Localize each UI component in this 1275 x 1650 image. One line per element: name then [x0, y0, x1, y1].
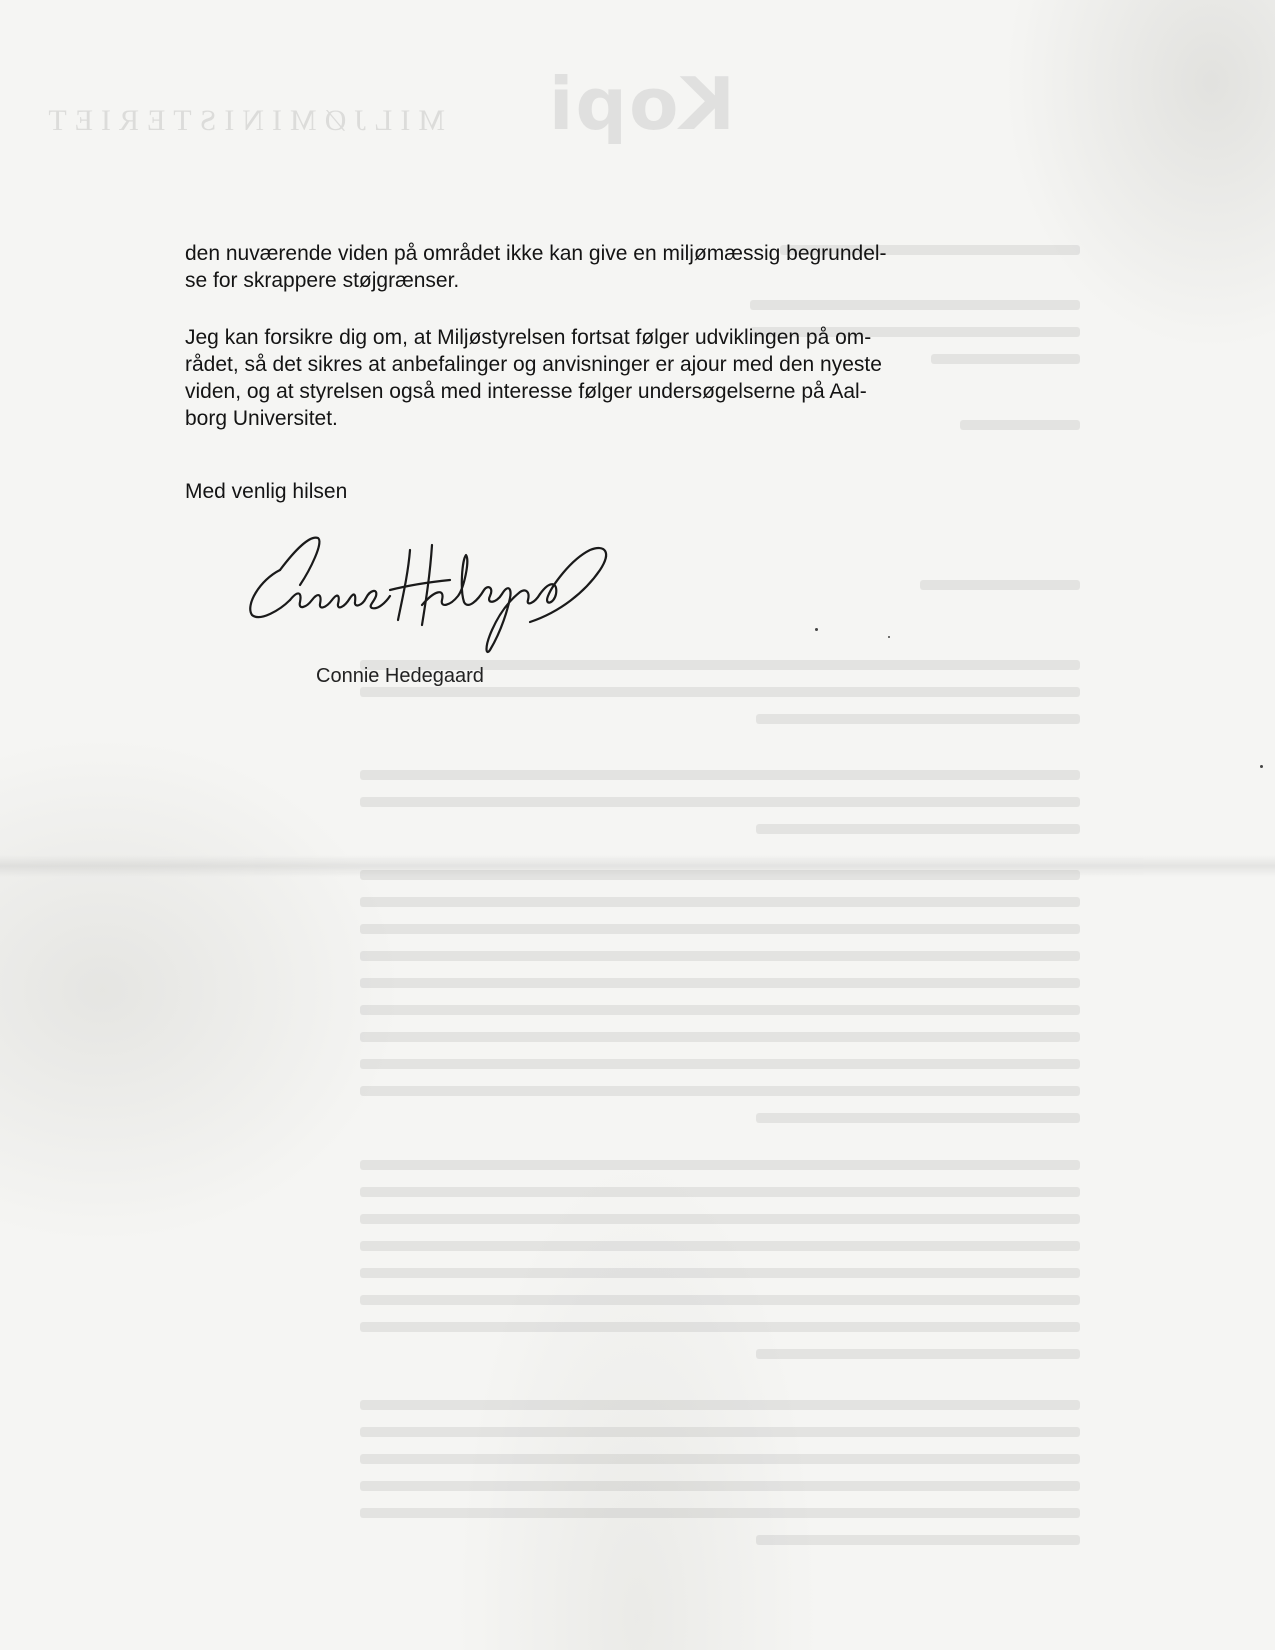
bleed-text-line [360, 1427, 1080, 1437]
paragraph-2-line: borg Universitet. [185, 407, 338, 430]
bleed-text-line [360, 951, 1080, 961]
bleed-text-line [360, 687, 1080, 697]
paragraph-1-line: den nuværende viden på området ikke kan give en miljømæssig begrundel- [185, 242, 887, 265]
scan-speck [815, 628, 818, 631]
bleed-text-line [360, 1454, 1080, 1464]
paragraph-1-line: se for skrappere støjgrænser. [185, 269, 460, 292]
paragraph-2 [185, 324, 945, 432]
bleed-text-line [360, 1268, 1080, 1278]
bleed-text-line [932, 354, 1081, 364]
bleed-stamp: Kopi [546, 62, 735, 146]
bleed-text-line [360, 1187, 1080, 1197]
paragraph-2-line: Jeg kan forsikre dig om, at Miljøstyrelsen fortsat følger udviklingen på om- [185, 326, 872, 349]
bleed-text-line [360, 1481, 1080, 1491]
bleed-text-line [360, 770, 1080, 780]
bleed-text-line [756, 824, 1080, 834]
scan-speck [888, 636, 890, 638]
bleed-text-line [360, 870, 1080, 880]
bleed-text-line [360, 897, 1080, 907]
bleed-text-line [360, 1160, 1080, 1170]
bleed-text-line [360, 1508, 1080, 1518]
bleed-text-line [360, 1005, 1080, 1015]
bleed-text-line [360, 797, 1080, 807]
bleed-letterhead: MILJØMINISTERIET [40, 104, 445, 137]
bleed-text-line [360, 1400, 1080, 1410]
bleed-text-line [360, 1086, 1080, 1096]
bleed-text-line [360, 1241, 1080, 1251]
bleed-text-line [360, 1322, 1080, 1332]
bleed-text-line [360, 1214, 1080, 1224]
bleed-text-line [920, 580, 1080, 590]
paragraph-2-line: viden, og at styrelsen også med interesse følger undersøgelserne på Aal- [185, 380, 867, 403]
paragraph-1 [185, 240, 945, 294]
bleed-text-line [960, 420, 1080, 430]
bleed-text-line [360, 1059, 1080, 1069]
signer-name: Connie Hedegaard [316, 665, 484, 687]
bleed-text-line [756, 1535, 1080, 1545]
scan-speck [1260, 765, 1263, 768]
handwritten-signature [240, 530, 620, 660]
paragraph-2-line: rådet, så det sikres at anbefalinger og anvisninger er ajour med den nyeste [185, 353, 882, 376]
bleed-text-line [360, 978, 1080, 988]
bleed-text-line [756, 714, 1080, 724]
bleed-text-line [360, 1032, 1080, 1042]
closing: Med venlig hilsen [185, 480, 348, 503]
bleed-text-line [750, 300, 1080, 310]
bleed-text-line [756, 1113, 1080, 1123]
bleed-text-line [360, 1295, 1080, 1305]
bleed-text-line [756, 1349, 1080, 1359]
bleed-text-line [360, 924, 1080, 934]
bleed-fold-band [0, 855, 1275, 877]
